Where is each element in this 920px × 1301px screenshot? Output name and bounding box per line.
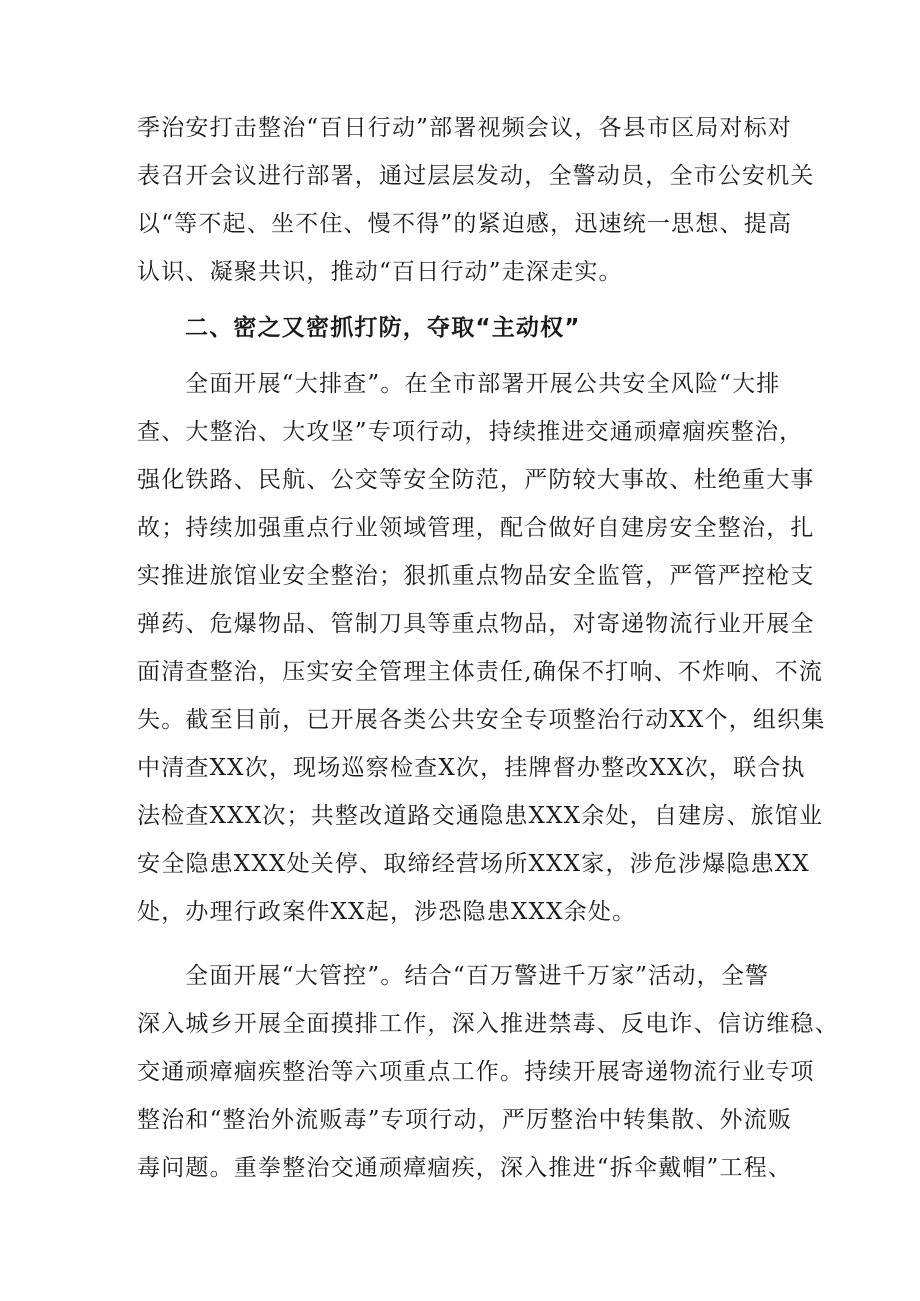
paragraph-3-line-3: 交通顽瘴痼疾整治等六项重点工作。持续开展寄递物流行业专项 — [137, 1059, 815, 1085]
paragraph-2-line-12: 处，办理行政案件XX起，涉恐隐患XXX余处。 — [137, 899, 637, 925]
paragraph-2-line-10: 法检查XXX次；共整改道路交通隐患XXX余处，自建房、旅馆业 — [137, 803, 824, 829]
paragraph-2-line-1: 全面开展“大排查”。在全市部署开展公共安全风险“大排 — [185, 371, 781, 397]
paragraph-2-line-9: 中清查XX次，现场巡察检查X次，挂牌督办整改XX次，联合执 — [137, 755, 806, 781]
paragraph-3-line-4: 整治和“整治外流贩毒”专项行动，严厉整治中转集散、外流贩 — [137, 1107, 793, 1133]
paragraph-2-line-2: 查、大整治、大攻坚”专项行动，持续推进交通顽瘴痼疾整治， — [137, 419, 804, 445]
paragraph-2-line-6: 弹药、危爆物品、管制刀具等重点物品，对寄递物流行业开展全 — [137, 611, 815, 637]
paragraph-2-line-3: 强化铁路、民航、公交等安全防范，严防较大事故、杜绝重大事 — [137, 467, 815, 493]
paragraph-3-line-1: 全面开展“大管控”。结合“百万警进千万家”活动，全警 — [185, 963, 770, 989]
paragraph-2-line-11: 安全隐患XXX处关停、取缔经营场所XXX家，涉危涉爆隐患XX — [137, 851, 810, 877]
paragraph-3-line-5: 毒问题。重拳整治交通顽瘴痼疾，深入推进“拆伞戴帽”工程、 — [137, 1155, 793, 1181]
paragraph-3-line-2: 深入城乡开展全面摸排工作，深入推进禁毒、反电诈、信访维稳、 — [137, 1011, 839, 1037]
paragraph-2-line-8: 失。截至目前，已开展各类公共安全专项整治行动XX个，组织集 — [137, 707, 826, 733]
paragraph-1-line-1: 季治安打击整治“百日行动”部署视频会议，各县市区局对标对 — [137, 115, 793, 141]
paragraph-2-line-4: 故；持续加强重点行业领域管理，配合做好自建房安全整治，扎 — [137, 515, 815, 541]
paragraph-2-line-5: 实推进旅馆业安全整治；狠抓重点物品安全监管，严管严控枪支 — [137, 563, 815, 589]
paragraph-1-line-2: 表召开会议进行部署，通过层层发动，全警动员，全市公安机关 — [137, 163, 815, 189]
paragraph-2-line-7: 面清查整治，压实安全管理主体责任,确保不打响、不炸响、不流 — [137, 659, 824, 685]
paragraph-1-line-3: 以“等不起、坐不住、慢不得”的紧迫感，迅速统一思想、提高 — [137, 211, 793, 237]
section-heading: 二、密之又密抓打防，夺取“主动权” — [185, 315, 581, 341]
paragraph-1-line-4: 认识、凝聚共识，推动“百日行动”走深走实。 — [137, 259, 623, 285]
